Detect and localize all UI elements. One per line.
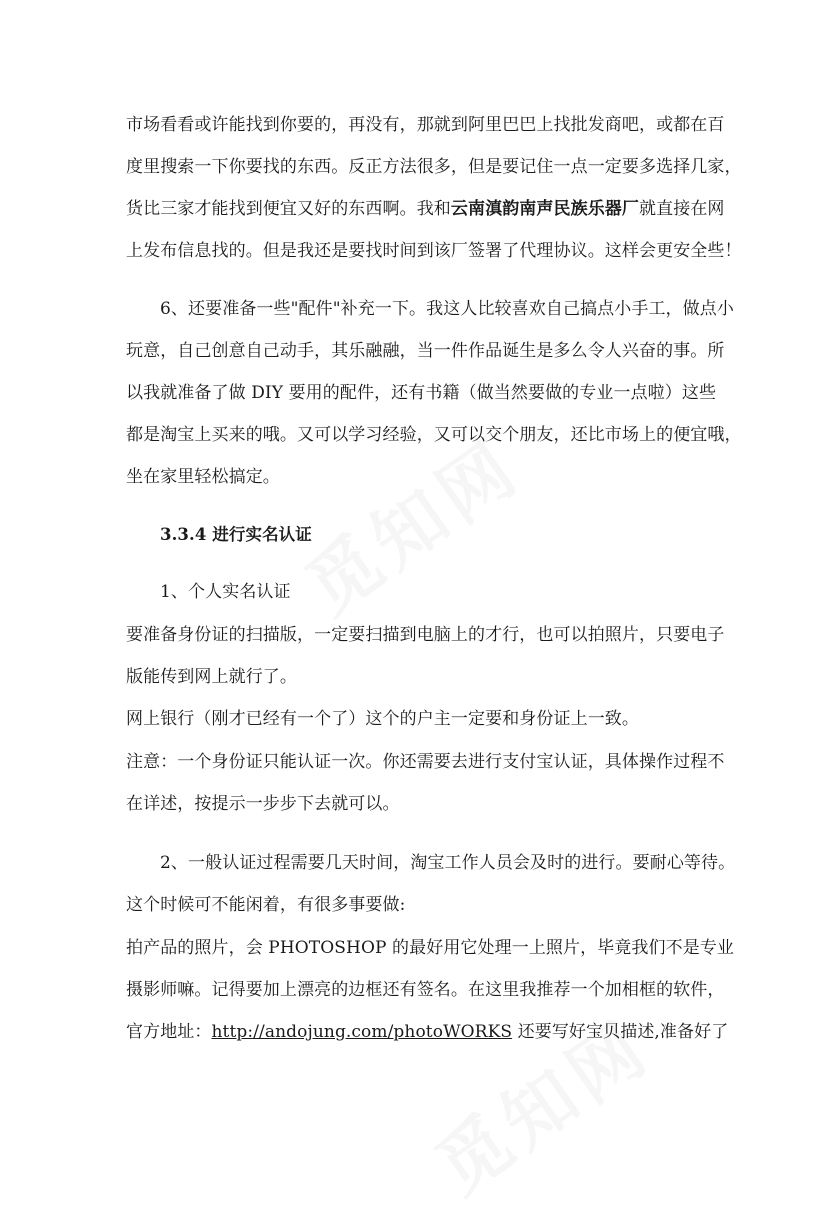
paragraph-line: 这个时候可不能闲着，有很多事要做: — [126, 895, 406, 915]
paragraph-line: 坐在家里轻松搞定。 — [126, 467, 280, 487]
paragraph-line: 在详述，按提示一步步下去就可以。 — [126, 794, 400, 814]
paragraph-line — [126, 197, 725, 221]
text-span: 就直接在网 — [639, 199, 725, 219]
subsection-title: 1、个人实名认证 — [160, 582, 291, 602]
paragraph-line: 6、还要准备一些"配件"补充一下。我这人比较喜欢自己搞点小手工，做点小 — [160, 299, 734, 319]
paragraph-line: 度里搜索一下你要找的东西。反正方法很多，但是要记住一点一定要多选择几家， — [126, 157, 742, 177]
paragraph-line: 上发布信息找的。但是我还是要找时间到该厂签署了代理协议。这样会更安全些！ — [126, 241, 742, 261]
paragraph-line — [126, 1020, 729, 1044]
paragraph-line: 摄影师嘛。记得要加上漂亮的边框还有签名。在这里我推荐一个加相框的软件， — [126, 980, 725, 1000]
paragraph-line: 要准备身份证的扫描版，一定要扫描到电脑上的才行，也可以拍照片，只要电子 — [126, 625, 725, 645]
section-heading: 3.3.4 进行实名认证 — [160, 525, 312, 544]
text-span: 货比三家才能找到便宜又好的东西啊。我和 — [126, 199, 451, 219]
official-site-link[interactable]: http://andojung.com/photoWORKS — [211, 1022, 513, 1042]
paragraph-line: 网上银行（刚才已经有一个了）这个的户主一定要和身份证上一致。 — [126, 709, 639, 729]
text-span: 官方地址： — [126, 1022, 212, 1042]
paragraph-line: 拍产品的照片，会 PHOTOSHOP 的最好用它处理一上照片，毕竟我们不是专业 — [126, 938, 735, 958]
paragraph-line: 玩意，自己创意自己动手，其乐融融，当一件作品诞生是多么令人兴奋的事。所 — [126, 341, 725, 361]
paragraph-line: 版能传到网上就行了。 — [126, 667, 297, 687]
paragraph-line: 2、一般认证过程需要几天时间，淘宝工作人员会及时的进行。要耐心等待。 — [160, 853, 736, 873]
paragraph-line: 注意：一个身份证只能认证一次。你还需要去进行支付宝认证，具体操作过程不 — [126, 752, 725, 772]
paragraph-line: 以我就准备了做 DIY 要用的配件，还有书籍（做当然要做的专业一点啦）这些 — [126, 383, 717, 403]
text-span: 还要写好宝贝描述,准备好了 — [512, 1022, 729, 1042]
paragraph-line: 市场看看或许能找到你要的，再没有，那就到阿里巴巴上找批发商吧，或都在百 — [126, 115, 725, 135]
paragraph-line: 都是淘宝上买来的哦。又可以学习经验，又可以交个朋友，还比市场上的便宜哦， — [126, 425, 742, 445]
factory-name: 云南滇韵南声民族乐器厂 — [450, 199, 640, 219]
